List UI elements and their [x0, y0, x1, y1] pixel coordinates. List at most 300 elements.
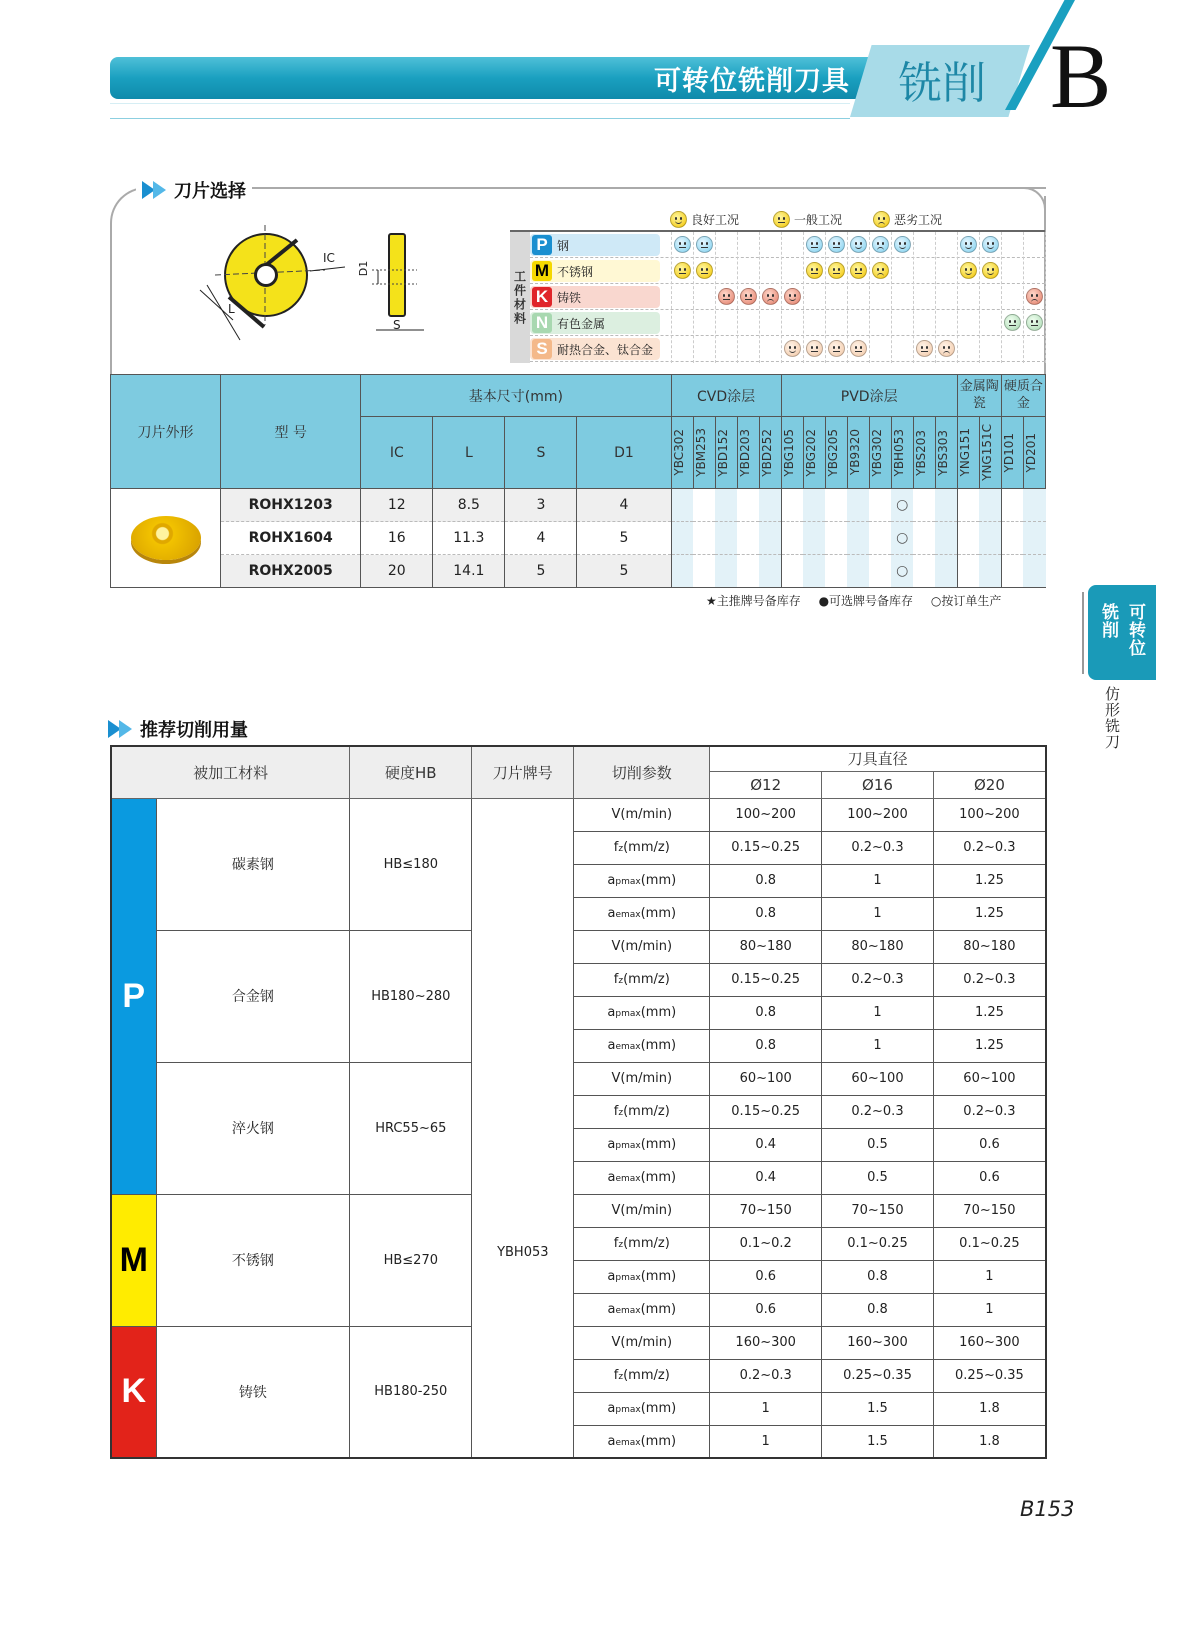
col-material: 被加工材料 [111, 746, 350, 798]
hardness-value: HRC55~65 [350, 1062, 472, 1194]
param-value: 0.15~0.25 [710, 831, 822, 864]
cell-l: 11.3 [433, 522, 505, 555]
col-ic: IC [361, 417, 433, 489]
material-label [530, 338, 660, 360]
grade-header: YBC302 [671, 417, 693, 489]
col-basic-dims: 基本尺寸(mm) [361, 375, 671, 417]
side-tab-bracket [1082, 592, 1084, 674]
normal-condition-face-icon [696, 236, 713, 253]
grid-line [891, 232, 892, 363]
param-value: 0.1~0.25 [822, 1227, 934, 1260]
material-name: 钢 [557, 238, 570, 253]
normal-condition-face-icon [828, 262, 845, 279]
param-value: 1.25 [933, 864, 1046, 897]
good-condition-face-icon [960, 262, 977, 279]
param-value: 1.8 [933, 1392, 1046, 1425]
grade-availability-cell [979, 555, 1001, 588]
param-value: 1.5 [822, 1392, 934, 1425]
grade-availability-cell [869, 489, 891, 522]
normal-condition-face-icon [773, 211, 790, 228]
param-value: 1.5 [822, 1425, 934, 1458]
param-value: 100~200 [822, 798, 934, 831]
grid-line [803, 232, 804, 363]
cutting-data-table [110, 745, 1047, 1459]
bad-condition-face-icon [872, 262, 889, 279]
grade-availability-cell [759, 555, 781, 588]
param-label: fz(mm/z) [574, 1359, 710, 1392]
normal-condition-face-icon [828, 236, 845, 253]
cell-l: 8.5 [433, 489, 505, 522]
grade-availability-cell [913, 555, 935, 588]
cell-s: 4 [505, 522, 577, 555]
grade-availability-cell [715, 489, 737, 522]
param-value: 0.15~0.25 [710, 1095, 822, 1128]
hardness-value: HB≤180 [350, 798, 472, 930]
material-label [530, 234, 660, 256]
param-value: 0.2~0.3 [710, 1359, 822, 1392]
param-value: 0.8 [710, 864, 822, 897]
col-group-carbide: 硬质合金 [1001, 375, 1045, 417]
param-value: 100~200 [933, 798, 1046, 831]
grade-availability-cell [869, 522, 891, 555]
col-hardness: 硬度HB [350, 746, 472, 798]
cell-ic: 16 [361, 522, 433, 555]
param-value: 160~300 [933, 1326, 1046, 1359]
iso-group-p: P [111, 798, 156, 1194]
grade-availability-cell [869, 555, 891, 588]
param-label: fz(mm/z) [574, 1227, 710, 1260]
grid-line [693, 232, 694, 363]
double-arrow-icon [108, 720, 134, 738]
param-value: 1.25 [933, 996, 1046, 1029]
param-label: fz(mm/z) [574, 831, 710, 864]
grade-availability-cell [693, 489, 715, 522]
col-d1: D1 [577, 417, 671, 489]
grade-availability-cell [957, 555, 979, 588]
param-value: 0.6 [933, 1128, 1046, 1161]
material-name: 不锈钢 [156, 1194, 350, 1326]
cell-model: ROHX1604 [221, 522, 361, 555]
grade-availability-cell [1001, 555, 1023, 588]
grade-header: YBS203 [913, 417, 935, 489]
cell-model: ROHX1203 [221, 489, 361, 522]
bad-condition-face-icon [872, 236, 889, 253]
material-name: 碳素钢 [156, 798, 350, 930]
grid-line [957, 232, 958, 363]
normal-condition-face-icon [674, 236, 691, 253]
material-row-n [530, 310, 1045, 336]
grade-availability-cell [671, 555, 693, 588]
page-number: B153 [1020, 1497, 1075, 1521]
bad-condition-face-icon [762, 288, 779, 305]
cutting-row [111, 1194, 1046, 1227]
param-value: 0.15~0.25 [710, 963, 822, 996]
side-tab-line2: 铣削 [1098, 603, 1118, 639]
param-value: 0.8 [710, 1029, 822, 1062]
param-value: 0.2~0.3 [933, 831, 1046, 864]
param-value: 0.8 [710, 996, 822, 1029]
grid-line [979, 232, 980, 363]
insert-row [111, 522, 1046, 555]
grid-line [1045, 232, 1046, 363]
grid-line [781, 232, 782, 363]
col-group-cvd: CVD涂层 [671, 375, 781, 417]
good-condition-face-icon [894, 236, 911, 253]
grid-line [825, 232, 826, 363]
cell-s: 5 [505, 555, 577, 588]
col-grade: 刀片牌号 [472, 746, 574, 798]
good-condition-face-icon [850, 236, 867, 253]
grade-header: YBG302 [869, 417, 891, 489]
grade-availability-cell [781, 489, 803, 522]
grid-line [759, 232, 760, 363]
iso-group-k: K [111, 1326, 156, 1458]
param-label: aemax(mm) [574, 1293, 710, 1326]
param-value: 0.6 [710, 1293, 822, 1326]
param-label: V(m/min) [574, 1194, 710, 1227]
grade-header: YD101 [1001, 417, 1023, 489]
hardness-value: HB≤270 [350, 1194, 472, 1326]
hardness-value: HB180-250 [350, 1326, 472, 1458]
param-value: 100~200 [710, 798, 822, 831]
grade-availability-cell [737, 522, 759, 555]
grade-availability-cell [1001, 522, 1023, 555]
cell-model: ROHX2005 [221, 555, 361, 588]
col-diameter: 刀具直径 [710, 746, 1046, 771]
col-d20: Ø20 [933, 771, 1046, 798]
iso-badge-m: M [532, 261, 552, 281]
material-name: 铸铁 [557, 290, 582, 305]
param-value: 0.6 [710, 1260, 822, 1293]
grade-availability-cell [847, 489, 869, 522]
workpiece-material-label: 工件材料 [510, 232, 530, 363]
normal-condition-face-icon [696, 262, 713, 279]
cutting-data-heading [104, 716, 254, 742]
param-value: 1 [822, 996, 934, 1029]
param-value: 1 [822, 864, 934, 897]
grade-availability-cell [979, 489, 1001, 522]
param-value: 80~180 [822, 930, 934, 963]
cutting-row [111, 930, 1046, 963]
param-value: 0.8 [822, 1293, 934, 1326]
col-d16: Ø16 [822, 771, 934, 798]
grade-availability-cell: ○ [891, 489, 913, 522]
param-value: 0.25~0.35 [933, 1359, 1046, 1392]
param-value: 60~100 [710, 1062, 822, 1095]
normal-condition-face-icon [850, 262, 867, 279]
material-name: 有色金属 [557, 316, 606, 331]
param-label: aemax(mm) [574, 897, 710, 930]
cell-l: 14.1 [433, 555, 505, 588]
grade-availability-cell [935, 555, 957, 588]
grade-header: YNG151C [979, 417, 1001, 489]
chapter-letter: B [1050, 25, 1112, 127]
grade-header: YBG205 [825, 417, 847, 489]
grade-availability-cell [759, 522, 781, 555]
param-value: 0.4 [710, 1128, 822, 1161]
param-value: 1.25 [933, 897, 1046, 930]
stock-legend-footnote: ★主推牌号备库存 ●可选牌号备库存 ○按订单生产 [706, 594, 1002, 608]
param-value: 70~150 [933, 1194, 1046, 1227]
param-value: 0.25~0.35 [822, 1359, 934, 1392]
iso-badge-s: S [532, 339, 552, 359]
grid-line [737, 232, 738, 363]
grade-availability-cell [1001, 489, 1023, 522]
normal-condition-face-icon [806, 236, 823, 253]
header-divider [110, 103, 850, 104]
grade-availability-cell [825, 555, 847, 588]
param-value: 160~300 [822, 1326, 934, 1359]
material-name: 合金钢 [156, 930, 350, 1062]
side-tab-indexable-milling[interactable] [1088, 585, 1156, 680]
param-label: V(m/min) [574, 798, 710, 831]
dim-label-l: L [228, 302, 235, 316]
param-value: 0.6 [933, 1161, 1046, 1194]
cell-ic: 20 [361, 555, 433, 588]
col-group-cermet: 金属陶瓷 [957, 375, 1001, 417]
section-title: 刀片选择 [174, 181, 246, 202]
param-value: 0.2~0.3 [822, 963, 934, 996]
grade-header: YBG105 [781, 417, 803, 489]
grade-availability-cell [671, 522, 693, 555]
grid-line [869, 232, 870, 363]
material-row-s [530, 336, 1045, 362]
cutting-row [111, 1326, 1046, 1359]
param-value: 1 [933, 1293, 1046, 1326]
material-name: 不锈钢 [557, 264, 594, 279]
grid-line [1023, 232, 1024, 363]
param-value: 60~100 [933, 1062, 1046, 1095]
param-value: 1.8 [933, 1425, 1046, 1458]
grade-availability-cell [935, 489, 957, 522]
grade-availability-cell [693, 522, 715, 555]
param-value: 0.2~0.3 [822, 831, 934, 864]
param-label: fz(mm/z) [574, 963, 710, 996]
cell-s: 3 [505, 489, 577, 522]
material-row-m [530, 258, 1045, 284]
good-condition-face-icon [784, 288, 801, 305]
param-label: apmax(mm) [574, 996, 710, 1029]
grade-availability-cell [803, 555, 825, 588]
header-divider [110, 118, 850, 119]
param-label: aemax(mm) [574, 1161, 710, 1194]
param-value: 0.2~0.3 [933, 963, 1046, 996]
grade-availability-cell [715, 555, 737, 588]
grade-header: YBS303 [935, 417, 957, 489]
good-condition-face-icon [982, 262, 999, 279]
param-value: 1 [822, 897, 934, 930]
param-value: 0.1~0.25 [933, 1227, 1046, 1260]
param-value: 1 [822, 1029, 934, 1062]
grade-header: YBD152 [715, 417, 737, 489]
iso-badge-n: N [532, 313, 552, 333]
param-value: 80~180 [710, 930, 822, 963]
bad-condition-face-icon [1026, 288, 1043, 305]
grid-line [847, 232, 848, 363]
param-value: 0.4 [710, 1161, 822, 1194]
grade-availability-cell [737, 555, 759, 588]
grade-availability-cell [715, 522, 737, 555]
dim-label-d1: D1 [357, 260, 371, 277]
material-row-k [530, 284, 1045, 310]
col-model: 型 号 [221, 375, 361, 489]
insert-row [111, 555, 1046, 588]
grade-availability-cell [803, 489, 825, 522]
grade-header: YBH053 [891, 417, 913, 489]
col-s: S [505, 417, 577, 489]
param-value: 0.1~0.2 [710, 1227, 822, 1260]
legend-bad: 恶劣工况 [873, 211, 942, 228]
material-name: 铸铁 [156, 1326, 350, 1458]
cell-ic: 12 [361, 489, 433, 522]
insert-shape-image [111, 489, 221, 588]
col-group-pvd: PVD涂层 [781, 375, 957, 417]
material-label [530, 260, 660, 282]
grade-availability-cell [913, 489, 935, 522]
param-value: 1 [710, 1392, 822, 1425]
cell-d1: 5 [577, 522, 671, 555]
grade-header: YD201 [1023, 417, 1045, 489]
iso-badge-p: P [532, 235, 552, 255]
param-label: V(m/min) [574, 1062, 710, 1095]
param-value: 0.2~0.3 [933, 1095, 1046, 1128]
section-title: 推荐切削用量 [140, 720, 248, 741]
insert-selection-heading [136, 177, 252, 203]
grid-line [913, 232, 914, 363]
grade-availability-cell [1023, 555, 1045, 588]
material-name: 耐热合金、钛合金 [557, 342, 654, 357]
param-value: 70~150 [710, 1194, 822, 1227]
good-condition-face-icon [982, 236, 999, 253]
grade-availability-cell [957, 522, 979, 555]
bad-condition-face-icon [873, 211, 890, 228]
grade-availability-cell [803, 522, 825, 555]
side-tab-subtitle: 仿形铣刀 [1103, 686, 1121, 750]
param-label: aemax(mm) [574, 1029, 710, 1062]
material-name: 淬火钢 [156, 1062, 350, 1194]
insert-row [111, 489, 1046, 522]
col-l: L [433, 417, 505, 489]
param-value: 1 [710, 1425, 822, 1458]
param-label: apmax(mm) [574, 1260, 710, 1293]
dim-label-s: S [393, 318, 401, 332]
grade-availability-cell [781, 522, 803, 555]
iso-badge-k: K [532, 287, 552, 307]
normal-condition-face-icon [1026, 314, 1043, 331]
normal-condition-face-icon [1004, 314, 1021, 331]
grid-line [935, 232, 936, 363]
col-params: 切削参数 [574, 746, 710, 798]
cell-d1: 5 [577, 555, 671, 588]
col-d12: Ø12 [710, 771, 822, 798]
section-tab-label: 铣削 [898, 58, 986, 109]
grade-header: YB9320 [847, 417, 869, 489]
material-label [530, 286, 660, 308]
grid-line [715, 232, 716, 363]
param-label: fz(mm/z) [574, 1095, 710, 1128]
side-dimension-lines [372, 258, 432, 338]
param-label: V(m/min) [574, 1326, 710, 1359]
legend-good: 良好工况 [670, 211, 739, 228]
grade-availability-cell: ○ [891, 522, 913, 555]
cutting-row [111, 798, 1046, 831]
param-value: 80~180 [933, 930, 1046, 963]
param-value: 0.8 [710, 897, 822, 930]
normal-condition-face-icon [916, 340, 933, 357]
grade-availability-cell [913, 522, 935, 555]
good-condition-face-icon [960, 236, 977, 253]
param-value: 0.8 [822, 1260, 934, 1293]
normal-condition-face-icon [806, 340, 823, 357]
param-label: apmax(mm) [574, 864, 710, 897]
normal-condition-face-icon [828, 340, 845, 357]
grade-header: YBD252 [759, 417, 781, 489]
grade-availability-cell [693, 555, 715, 588]
param-label: apmax(mm) [574, 1128, 710, 1161]
col-shape: 刀片外形 [111, 375, 221, 489]
grade-availability-cell [935, 522, 957, 555]
grade-availability-cell [979, 522, 1001, 555]
normal-condition-face-icon [806, 262, 823, 279]
grade-availability-cell [1023, 489, 1045, 522]
grade-availability-cell [825, 522, 847, 555]
grade-availability-cell [737, 489, 759, 522]
grid-line [1001, 232, 1002, 363]
param-label: aemax(mm) [574, 1425, 710, 1458]
iso-group-m: M [111, 1194, 156, 1326]
param-value: 0.5 [822, 1161, 934, 1194]
material-row-p [530, 232, 1045, 258]
grade-availability-cell: ○ [891, 555, 913, 588]
insert-center-hole [254, 263, 278, 287]
legend-normal: 一般工况 [773, 211, 842, 228]
grade-availability-cell [847, 555, 869, 588]
grade-availability-cell [781, 555, 803, 588]
good-condition-face-icon [670, 211, 687, 228]
good-condition-face-icon [784, 340, 801, 357]
insert-grade: YBH053 [472, 798, 574, 1458]
param-value: 60~100 [822, 1062, 934, 1095]
param-value: 1.25 [933, 1029, 1046, 1062]
grade-header: YBM253 [693, 417, 715, 489]
grade-availability-cell [847, 522, 869, 555]
param-label: apmax(mm) [574, 1392, 710, 1425]
param-value: 0.2~0.3 [822, 1095, 934, 1128]
grade-header: YBG202 [803, 417, 825, 489]
param-value: 1 [933, 1260, 1046, 1293]
param-value: 0.5 [822, 1128, 934, 1161]
cell-d1: 4 [577, 489, 671, 522]
grade-availability-cell [1023, 522, 1045, 555]
bad-condition-face-icon [938, 340, 955, 357]
cutting-row [111, 1062, 1046, 1095]
insert-spec-table [110, 374, 1046, 588]
normal-condition-face-icon [740, 288, 757, 305]
grade-header: YBD203 [737, 417, 759, 489]
page-title: 可转位铣削刀具 [654, 66, 850, 97]
grade-availability-cell [759, 489, 781, 522]
grade-availability-cell [957, 489, 979, 522]
param-label: V(m/min) [574, 930, 710, 963]
normal-condition-face-icon [674, 262, 691, 279]
normal-condition-face-icon [850, 340, 867, 357]
grade-header: YNG151 [957, 417, 979, 489]
double-arrow-icon [142, 181, 168, 199]
dim-label-ic: IC [323, 251, 335, 265]
grade-availability-cell [671, 489, 693, 522]
normal-condition-face-icon [718, 288, 735, 305]
side-tab-line1: 可转位 [1125, 603, 1145, 657]
